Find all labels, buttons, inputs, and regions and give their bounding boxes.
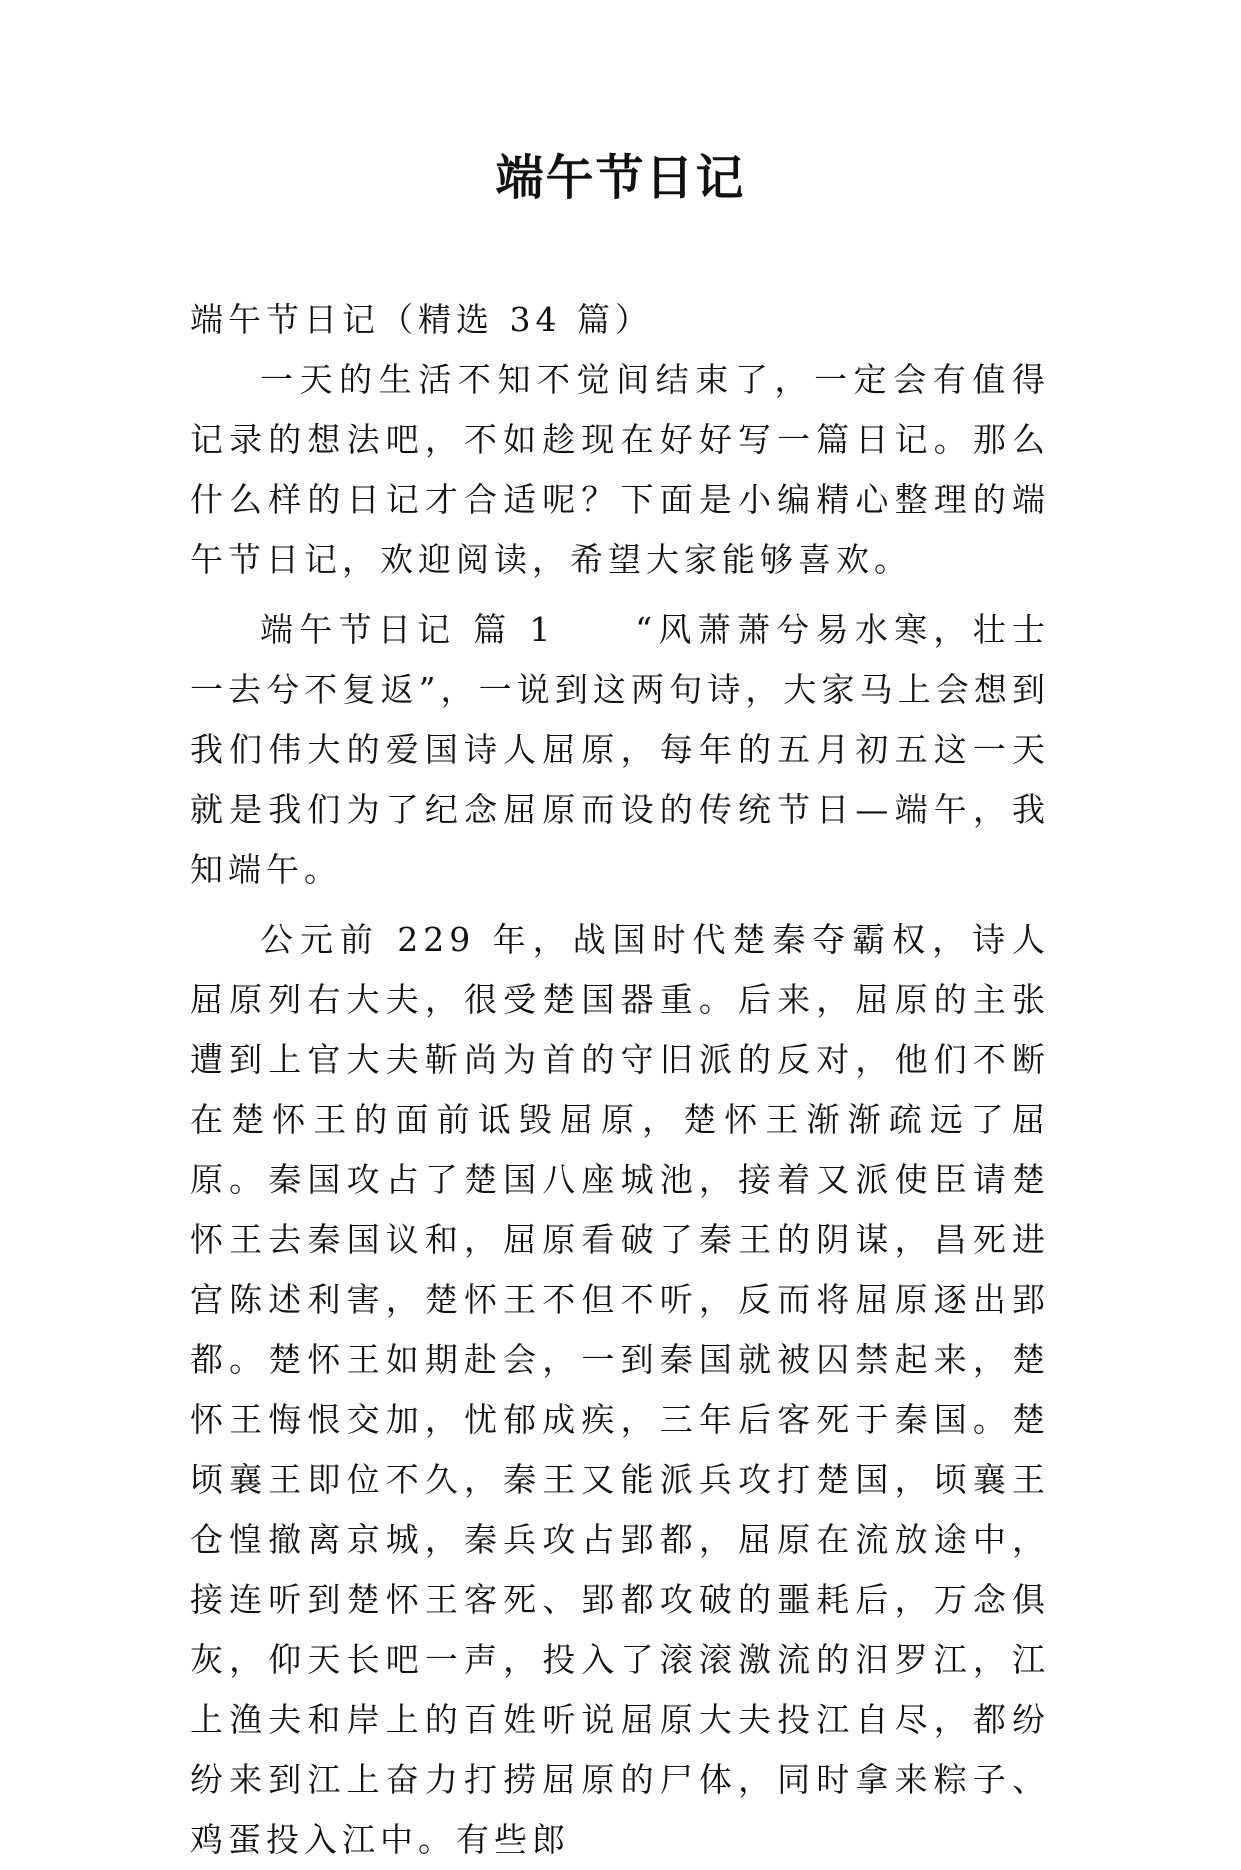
entry-1-paragraph-2: 公元前 229 年，战国时代楚秦夺霸权，诗人屈原列右大夫，很受楚国器重。后来，屈原的主张遭到上官大夫靳尚为首的守旧派的反对，他们不断在楚怀王的面前诋毁屈原，楚怀王渐渐疏远了屈原。秦国攻占了楚国八座城池，接着又派使臣请楚怀王去秦国议和，屈原看破了秦王的阴谋，昌死进宫陈述利害，楚怀王不但不听，反而将屈原逐出郢都。楚怀王如期赴会，一到秦国就被囚禁起来，楚怀王悔恨交加，忧郁成疾，三年后客死于秦国。楚顷襄王即位不久，秦王又能派兵攻打楚国，顷襄王仓惶撤离京城，秦兵攻占郢都，屈原在流放途中，接连听到楚怀王客死、郢都攻破的噩耗后，万念俱灰，仰天长吧一声，投入了滚滚激流的汨罗江，江上渔夫和岸上的百姓听说屈原大夫投江自尽，都纷纷来到江上奋力打捞屈原的尸体，同时拿来粽子、鸡蛋投入江中。有些郎	[190, 920, 1050, 1859]
document-subtitle: 端午节日记（精选 34 篇）	[190, 300, 653, 339]
intro-paragraph: 一天的生活不知不觉间结束了，一定会有值得记录的想法吧，不如趁现在好好写一篇日记。那么什么样的日记才合适呢？下面是小编精心整理的端午节日记，欢迎阅读，希望大家能够喜欢。	[190, 360, 1050, 579]
entry-1-paragraph-1	[190, 600, 1050, 900]
entry-1-text: “风萧萧兮易水寒，壮士一去兮不复返”，一说到这两句诗，大家马上会想到我们伟大的爱国诗人屈原，每年的五月初五这一天就是我们为了纪念屈原而设的传统节日—端午，我知端午。	[190, 610, 1050, 889]
entry-1-heading: 端午节日记 篇 1	[260, 610, 636, 649]
page-title: 端午节日记	[495, 150, 746, 206]
document-body	[190, 290, 1050, 1870]
